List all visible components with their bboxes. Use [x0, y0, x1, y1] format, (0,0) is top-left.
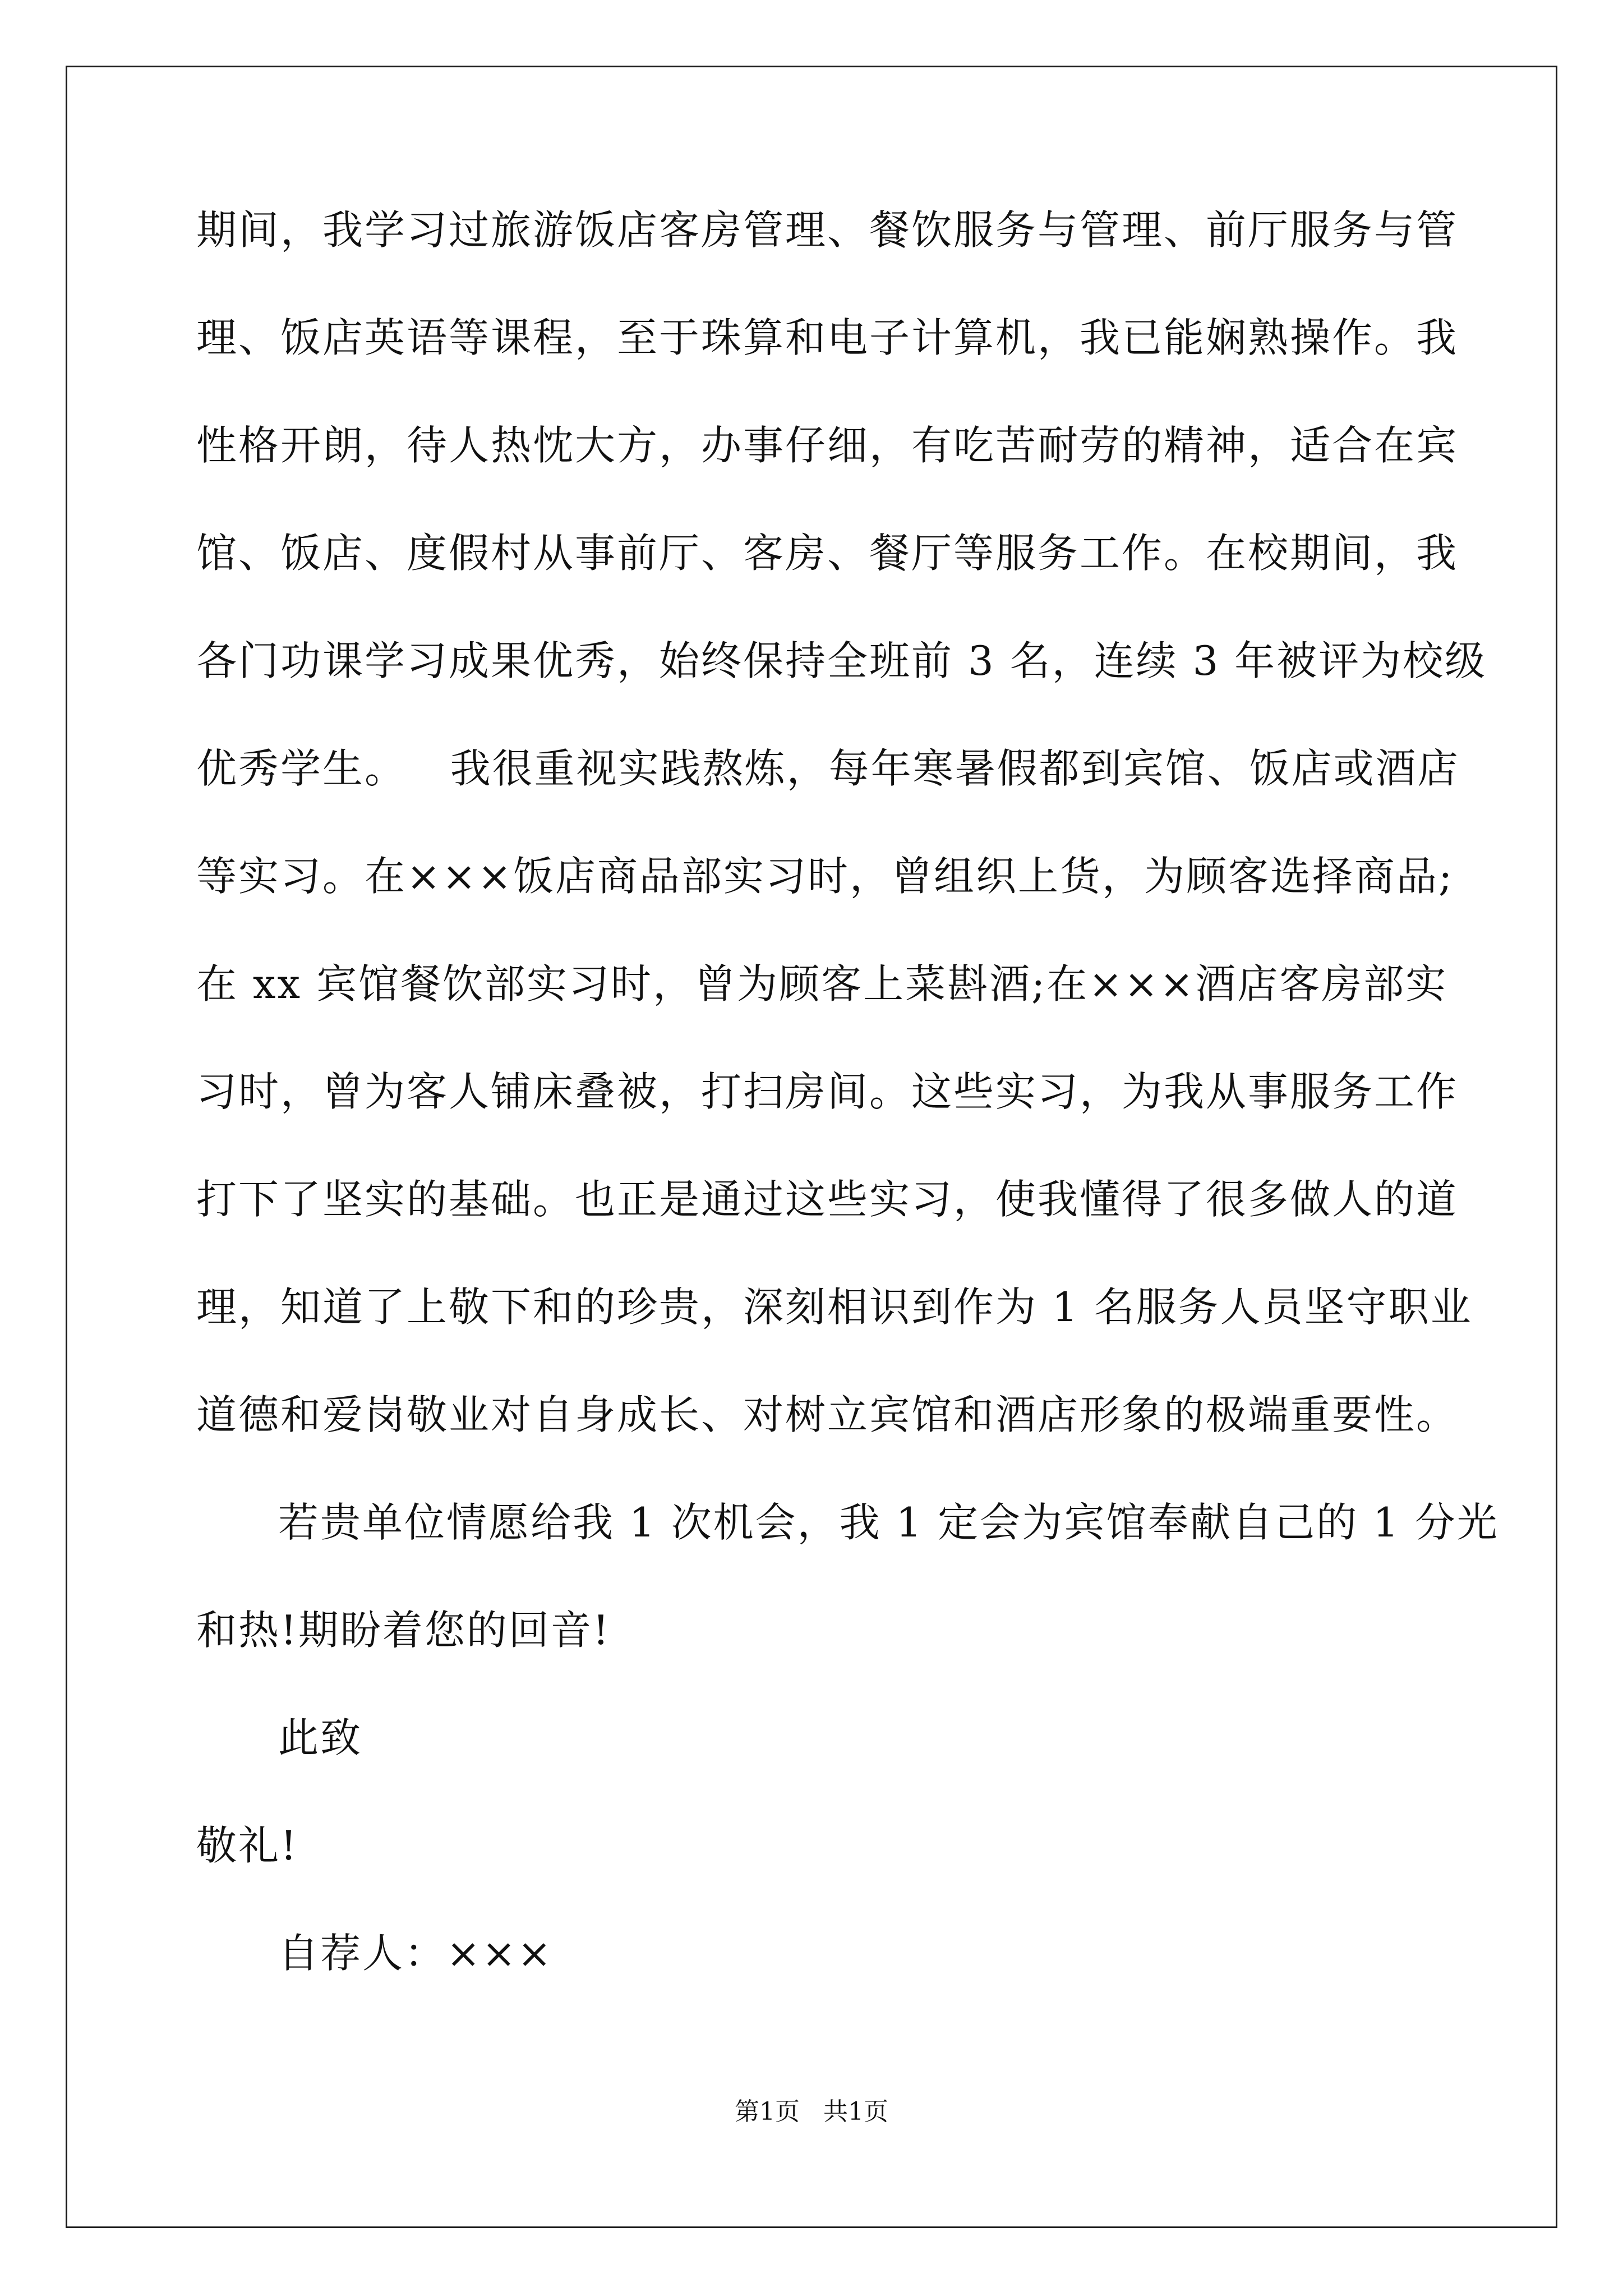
closing-paragraph-line: 和热!期盼着您的回音! — [196, 1607, 611, 1654]
body-line: 各门功课学习成果优秀，始终保持全班前 3 名，连续 3 年被评为校级 — [196, 637, 1487, 684]
body-line: 期间，我学习过旅游饭店客房管理、餐饮服务与管理、前厅服务与管 — [196, 206, 1459, 254]
body-line: 理，知道了上敬下和的珍贵，深刻相识到作为 1 名服务人员坚守职业 — [196, 1283, 1473, 1331]
body-line: 理、饭店英语等课程，至于珠算和电子计算机，我已能娴熟操作。我 — [196, 314, 1459, 361]
salutation-line: 敬礼! — [196, 1822, 298, 1869]
body-line: 打下了坚实的基础。也正是通过这些实习，使我懂得了很多做人的道 — [196, 1176, 1459, 1223]
signature-line: 自荐人：××× — [278, 1930, 553, 1977]
body-line: 馆、饭店、度假村从事前厅、客房、餐厅等服务工作。在校期间，我 — [196, 530, 1459, 577]
body-line: 习时，曾为客人铺床叠被，打扫房间。这些实习，为我从事服务工作 — [196, 1068, 1459, 1115]
letter-body — [196, 203, 1499, 2034]
body-line: 等实习。在×××饭店商品部实习时，曾组织上货，为顾客选择商品; — [196, 853, 1454, 900]
page-number-footer: 第1页 共1页 — [735, 2097, 888, 2126]
body-line: 在 xx 宾馆餐饮部实习时，曾为顾客上菜斟酒;在×××酒店客房部实 — [196, 960, 1448, 1007]
salutation-line: 此致 — [278, 1714, 363, 1761]
body-line: 优秀学生。 我很重视实践熬炼，每年寒暑假都到宾馆、饭店或酒店 — [196, 745, 1460, 792]
body-line: 性格开朗，待人热忱大方，办事仔细，有吃苦耐劳的精神，适合在宾 — [196, 422, 1459, 469]
closing-paragraph-line: 若贵单位情愿给我 1 次机会，我 1 定会为宾馆奉献自己的 1 分光 — [278, 1499, 1499, 1546]
body-line: 道德和爱岗敬业对自身成长、对树立宾馆和酒店形象的极端重要性。 — [196, 1391, 1459, 1438]
